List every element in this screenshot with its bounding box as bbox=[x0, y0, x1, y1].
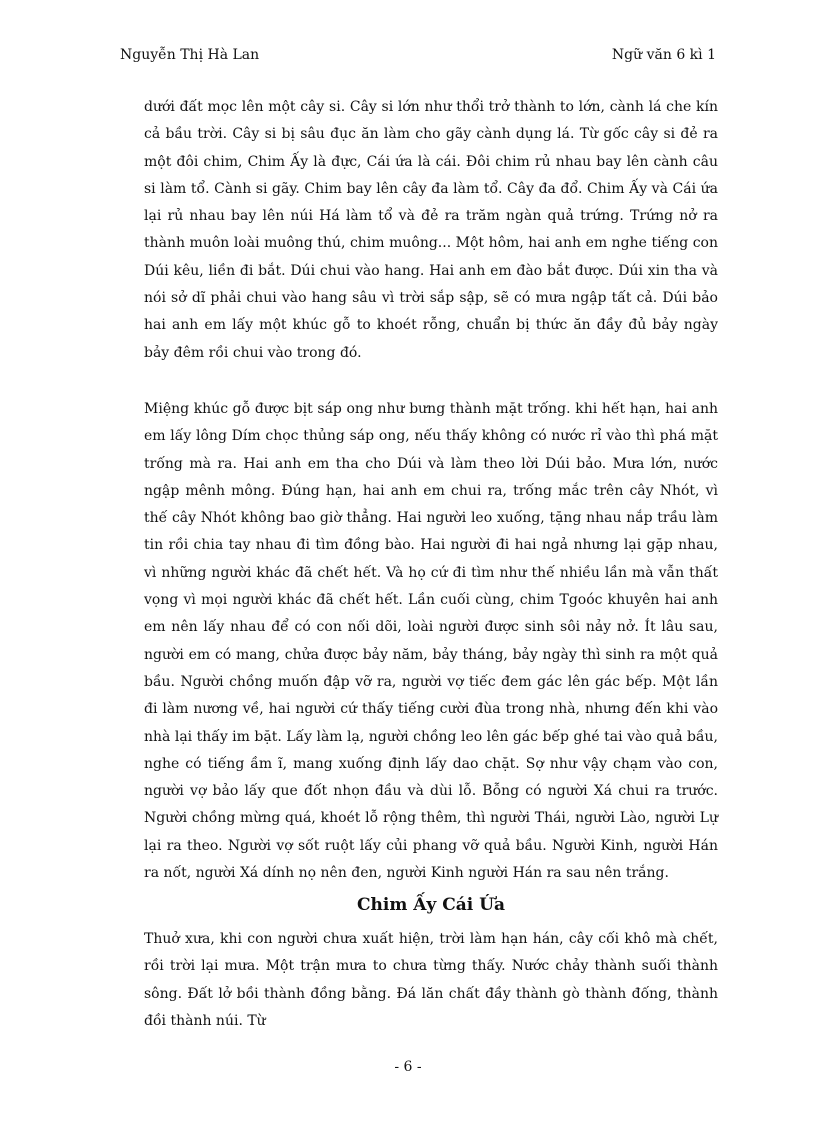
paragraph-section-start bbox=[144, 926, 718, 1035]
section-title: Chim Ấy Cái Ứa bbox=[356, 895, 505, 915]
paragraph-text: Thuở xưa, khi con người chưa xuất hiện, trời làm hạn hán, cây cối khô mà chết, rồi trời lại mưa. Một trận mưa to chưa từng thấy. Nước chảy thành suối thành sông. Đất lở bồi thành đồng bằng. Đá lăn chất đầy thành gò thành đống, thành đồi thành núi. Từ bbox=[144, 931, 718, 1029]
header-author: Nguyễn Thị Hà Lan bbox=[120, 47, 260, 63]
page-header bbox=[120, 47, 716, 71]
page-number: - 6 - bbox=[394, 1059, 422, 1075]
paragraph-text: Miệng khúc gỗ được bịt sáp ong như bưng thành mặt trống. khi hết hạn, hai anh em lấy lông Dím chọc thủng sáp ong, nếu thấy không có nước rỉ vào thì phá mặt trống mà ra. Hai anh em tha cho Dúi và làm theo lời Dúi bảo. Mưa lớn, nước ngập mênh mông. Đúng hạn, hai anh em chui ra, trống mắc trên cây Nhót, vì thế cây Nhót không bao giờ thẳng. Hai người leo xuống, tặng nhau nắp trầu làm tin rồi chia tay nhau đi tìm đồng bào. Hai người đi hai ngả nhưng lại gặp nhau, vì những người khác đã chết hết. Và họ cứ đi tìm như thế nhiều lần mà vẫn thất vọng vì mọi người khác đã chết hết. Lần cuối cùng, chim Tgoóc khuyên hai anh em nên lấy nhau để có con nối dõi, loài người được sinh sôi nảy nở. Ít lâu sau, người em có mang, chửa được bảy năm, bảy tháng, bảy ngày thì sinh ra một quả bầu. Người chồng muốn đập vỡ ra, người vợ tiếc đem gác lên gác bếp. Một lần đi làm nương về, hai người cứ thấy tiếng cười đùa trong nhà, nhưng đến khi vào nhà lại thấy im bặt. Lấy làm lạ, người chồng leo lên gác bếp ghé tai vào quả bầu, nghe có tiếng ầm ĩ, mang xuống định lấy dao chặt. Sợ như vậy chạm vào con, người vợ bảo lấy que đốt nhọn đầu và dùi lỗ. Bỗng có người Xá chui ra trước. Người chồng mừng quá, khoét lỗ rộng thêm, thì người Thái, người Lào, người Lự lại ra theo. Người vợ sốt ruột lấy củi phang vỡ quả bầu. Người Kinh, người Hán ra nốt, người Xá dính nọ nên đen, người Kinh người Hán ra sau nên trắng. bbox=[144, 401, 718, 882]
header-subject: Ngữ văn 6 kì 1 bbox=[611, 47, 716, 63]
paragraph-text: dưới đất mọc lên một cây si. Cây si lớn như thổi trở thành to lớn, cành lá che kín cả bầu trời. Cây si bị sâu đục ăn làm cho gãy cành dụng lá. Từ gốc cây si đẻ ra một đôi chim, Chim Ấy là đực, Cái ứa là cái. Đôi chim rủ nhau bay lên cành câu si làm tổ. Cành si gãy. Chim bay lên cây đa làm tổ. Cây đa đổ. Chim Ấy và Cái ứa lại rủ nhau bay lên núi Há làm tổ và đẻ ra trăm ngàn quả trứng. Trứng nở ra thành muôn loài muông thú, chim muông... Một hôm, hai anh em nghe tiếng con Dúi kêu, liền đi bắt. Dúi chui vào hang. Hai anh em đào bắt được. Dúi xin tha và nói sở dĩ phải chui vào hang sâu vì trời sắp sập, sẽ có mưa ngập tất cả. Dúi bảo hai anh em lấy một khúc gỗ to khoét rỗng, chuẩn bị thức ăn đầy đủ bảy ngày bảy đêm rồi chui vào trong đó. bbox=[144, 99, 718, 361]
paragraph-story bbox=[144, 396, 718, 887]
paragraph-continuation bbox=[144, 94, 718, 367]
